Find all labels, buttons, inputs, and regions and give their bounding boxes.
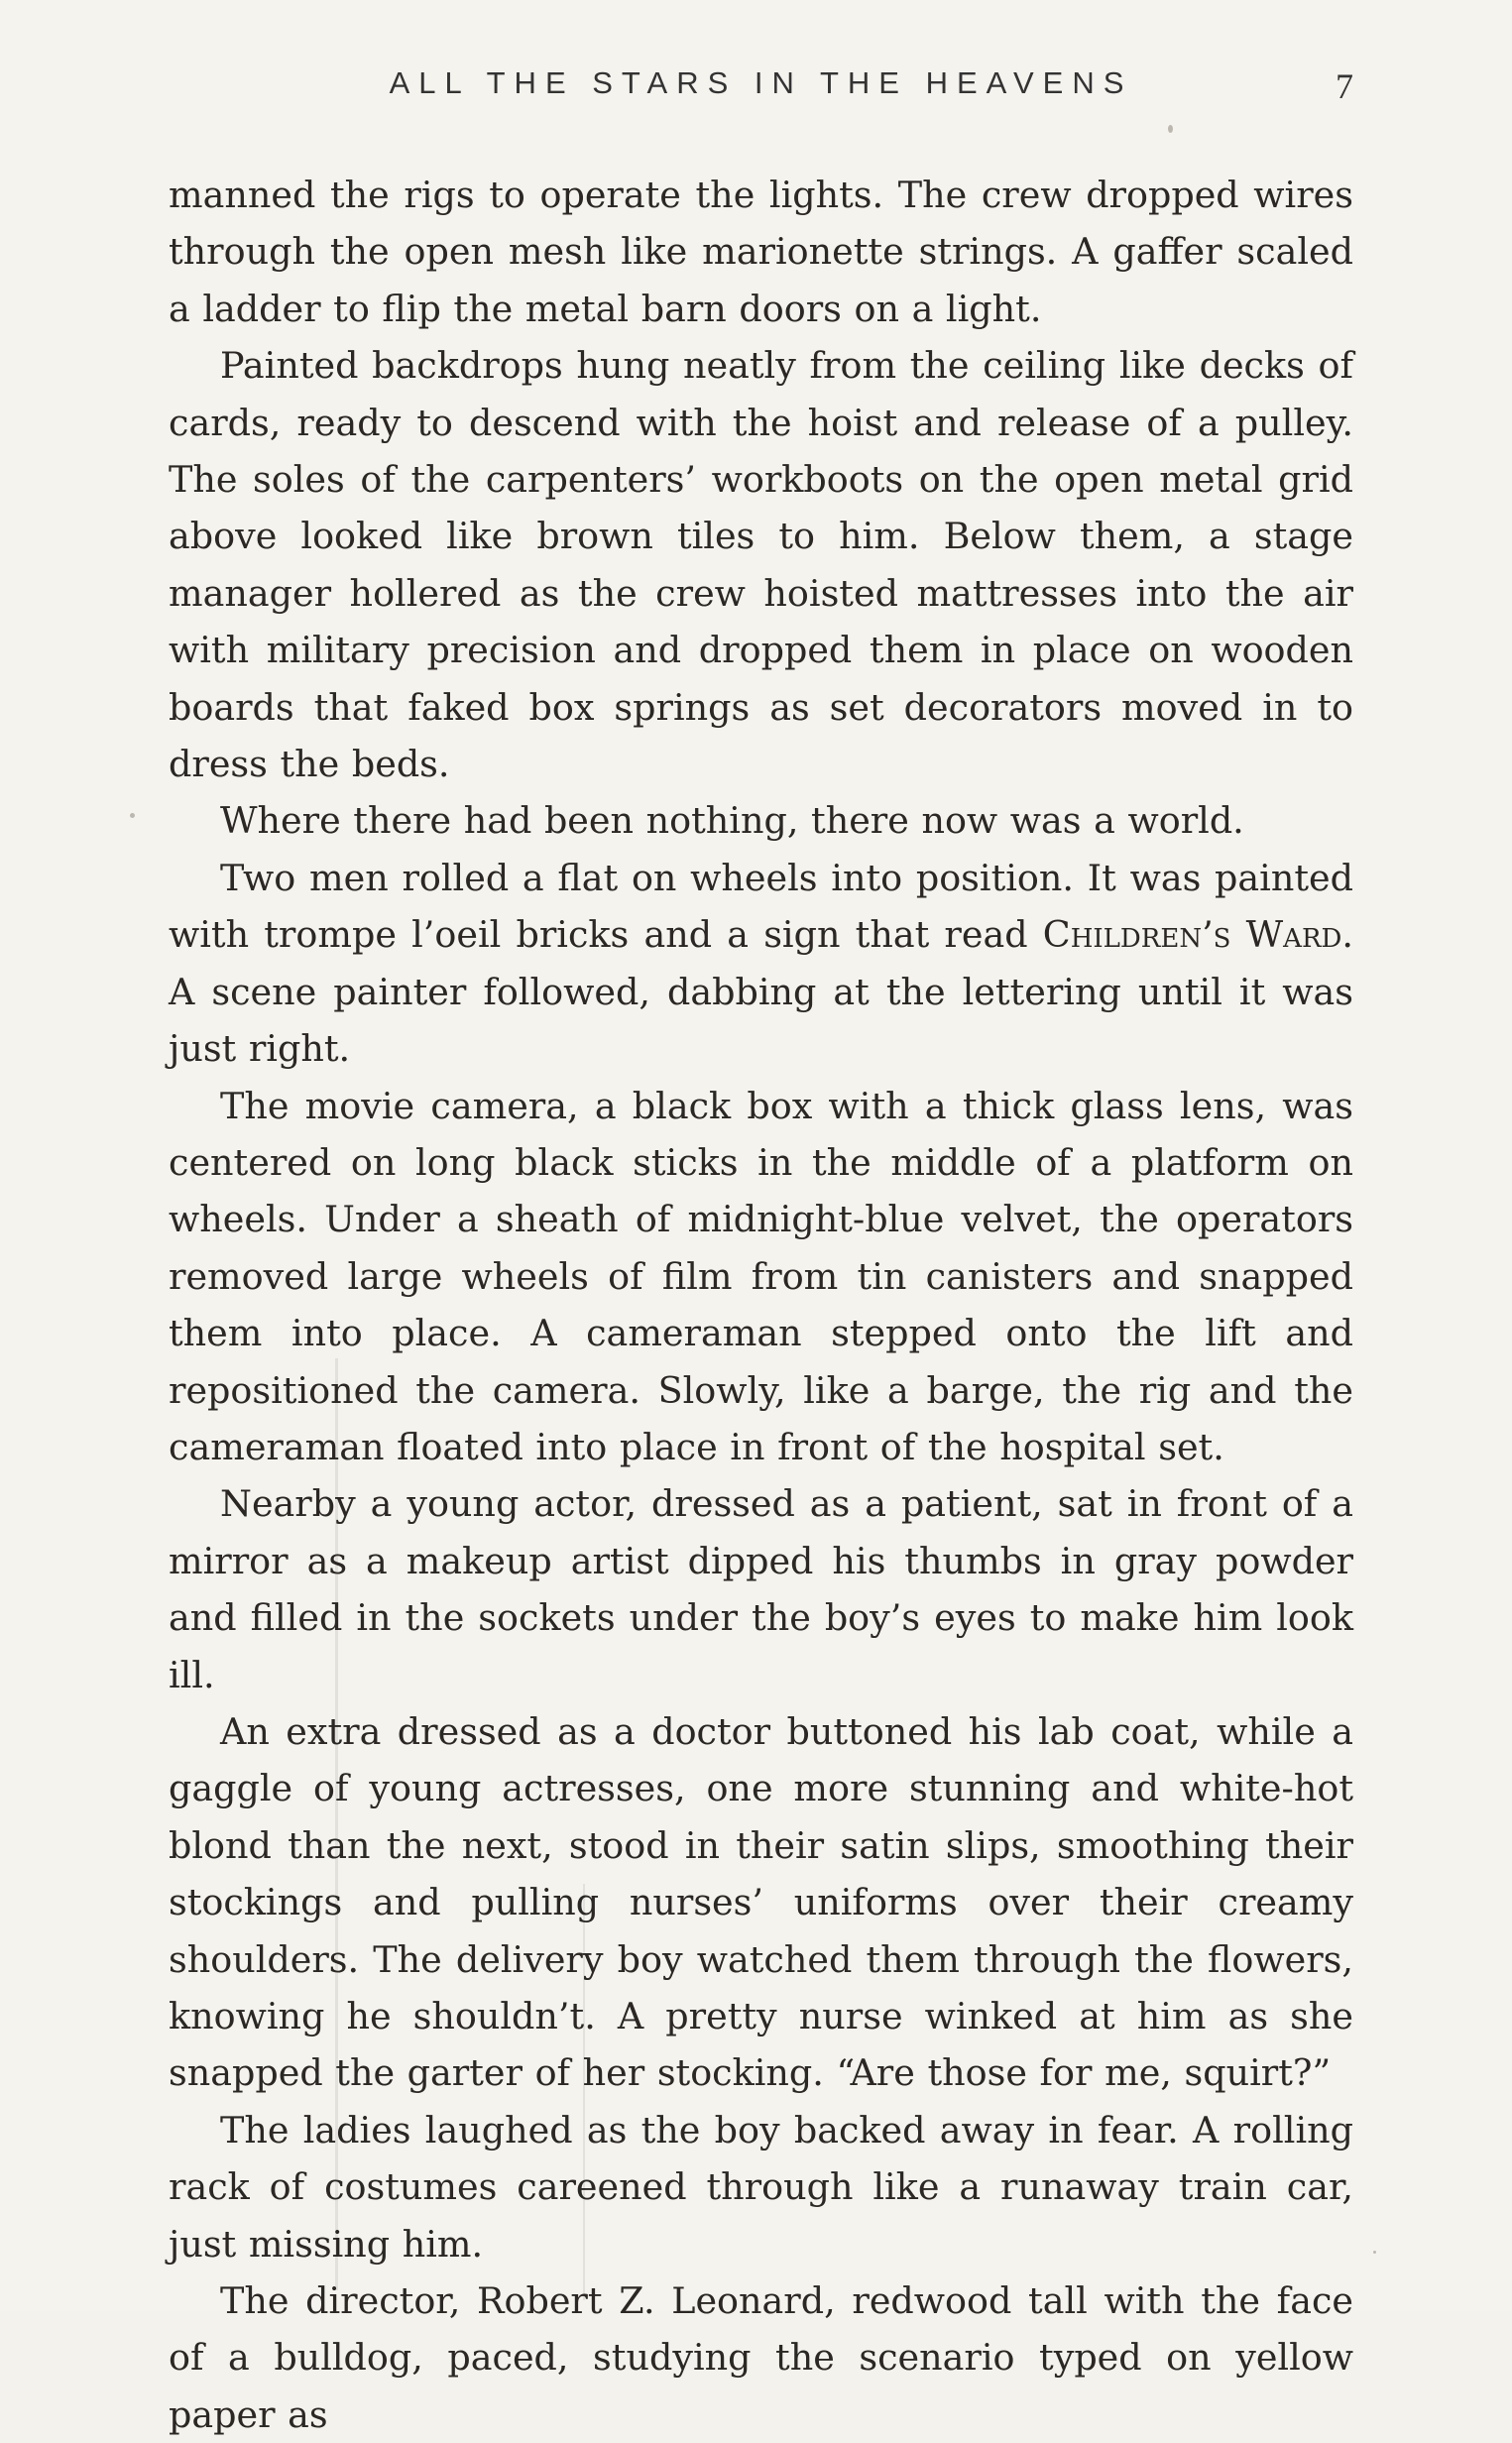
- paragraph: [169, 850, 1353, 1078]
- body-text: [169, 167, 1353, 2443]
- paragraph-text: . A scene painter followed, dabbing at the lettering until it was just right.: [169, 913, 1353, 1071]
- paragraph: The director, Robert Z. Leonard, redwood tall with the face of a bulldog, paced, studying the scenario typed on yellow paper as: [169, 2279, 1353, 2436]
- paragraph: manned the rigs to operate the lights. The crew dropped wires through the open mesh like marionette strings. A gaffer scaled a ladder to flip the metal barn doors on a light.: [169, 174, 1353, 330]
- paper-speck: [130, 813, 135, 818]
- paragraph: Nearby a young actor, dressed as a patient, sat in front of a mirror as a makeup artist dipped his thumbs in gray powder and filled in the sockets under the boy’s eyes to make him look ill.: [169, 1482, 1353, 1696]
- running-title: ALL THE STARS IN THE HEAVENS: [389, 65, 1133, 100]
- running-header: [169, 65, 1353, 115]
- paragraph: An extra dressed as a doctor buttoned his lab coat, while a gaggle of young actresses, one more stunning and white-hot blond than the next, stood in their satin slips, smoothing their stockings and pulling nurses’ uniforms over their creamy shoulders. The delivery boy watched them through the flowers, knowing he shouldn’t. A pretty nurse winked at him as she snapped the garter of her stocking. “Are those for me, squirt?”: [169, 1709, 1353, 2095]
- paper-speck: [1373, 2251, 1376, 2254]
- paragraph: Where there had been nothing, there now was a world.: [220, 799, 1244, 843]
- paragraph-text: Two men rolled a flat on wheels into position. It was painted with trompe l’oeil bricks and a sign that read: [169, 856, 1353, 957]
- paper-speck: [1168, 125, 1173, 133]
- paragraph: The ladies laughed as the boy backed away in fear. A rolling rack of costumes careened through like a runaway train car, just missing him.: [169, 2108, 1353, 2266]
- paragraph: The movie camera, a black box with a thick glass lens, was centered on long black sticks in the middle of a platform on wheels. Under a sheath of midnight-blue velvet, the operators removed large wheels of film from tin canisters and snapped them into place. A cameraman stepped onto the lift and repositioned the camera. Slowly, like a barge, the rig and the cameraman floated into place in front of the hospital set.: [169, 1084, 1353, 1468]
- page-number: 7: [1336, 66, 1353, 106]
- ward-sign-text: Children’s Ward: [1042, 913, 1342, 957]
- paragraph: Painted backdrops hung neatly from the ceiling like decks of cards, ready to descend with the hoist and release of a pulley. The soles of the carpenters’ workboots on the open metal grid above looked like brown tiles to him. Below them, a stage manager hollered as the crew hoisted mattresses into the air with military precision and dropped them in place on wooden boards that faked box springs as set decorators moved in to dress the beds.: [169, 344, 1353, 786]
